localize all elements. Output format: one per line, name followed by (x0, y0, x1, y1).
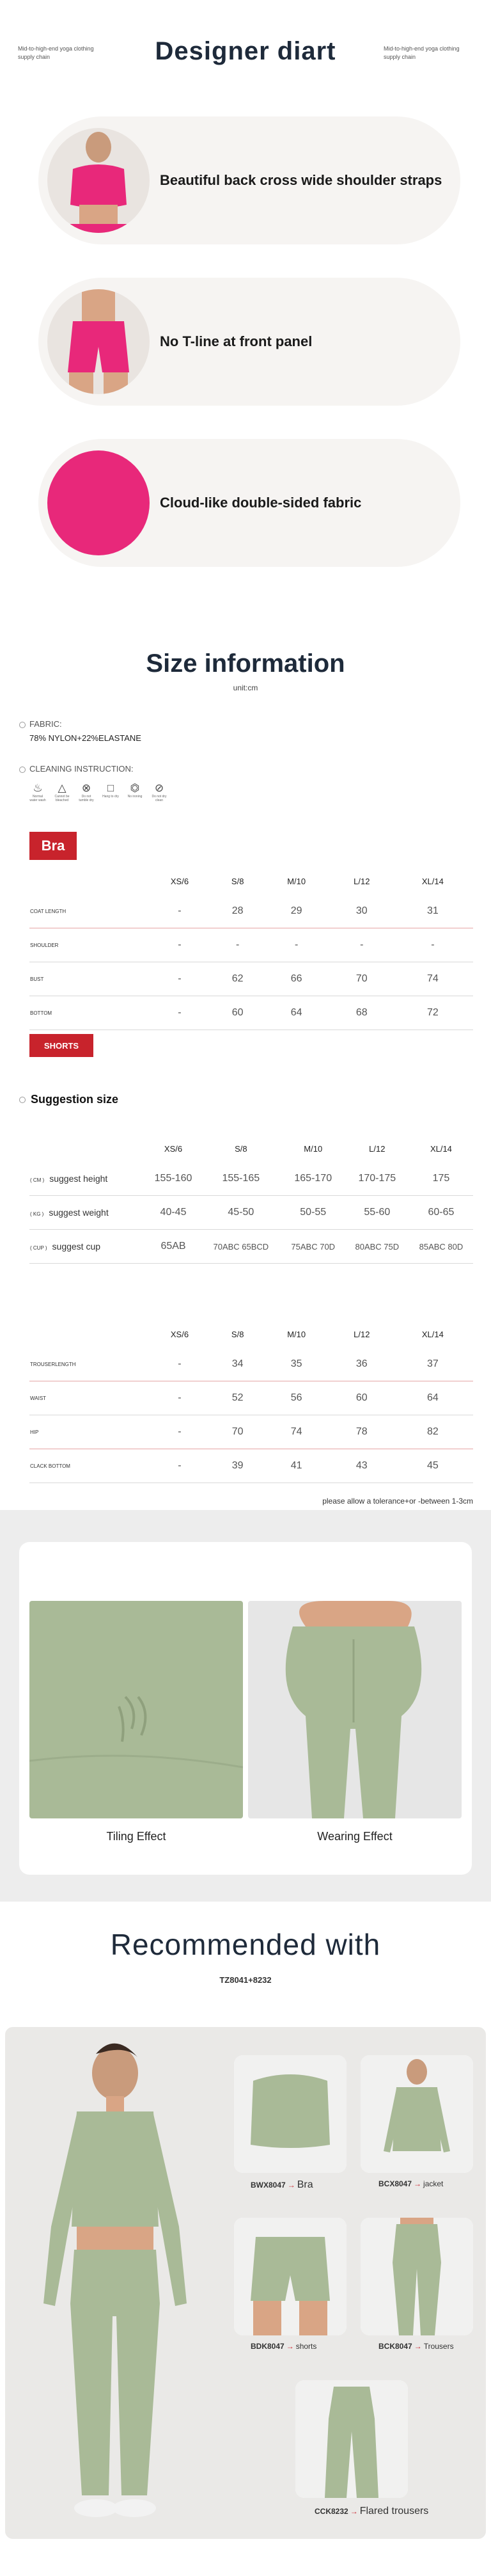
arrow-right-icon: → (287, 2181, 295, 2190)
table-row: COAT LENGTH - 28 29 30 31 (29, 894, 473, 928)
shorts-photo (47, 289, 150, 394)
recommended-code: TZ8041+8232 (219, 1975, 272, 1985)
suggestion-size-title: Suggestion size (19, 1093, 118, 1106)
fabric-swatch (47, 450, 150, 555)
col-m: M/10 (287, 876, 306, 886)
no-bleach-icon: △ Cannot be bleached (54, 782, 70, 802)
pants-size-table (29, 1321, 473, 1483)
trousers-product-label: BCK8047 → Trousers (378, 2342, 454, 2351)
suggestion-size-table (29, 1135, 473, 1264)
flared-trousers-product-label: CCK8232 → Flared trousers (315, 2506, 429, 2516)
shorts-product-label: BDK8047 → shorts (251, 2342, 317, 2351)
fabric-label: FABRIC: (19, 719, 62, 729)
tolerance-note: please allow a tolerance+or -between 1-3cm (322, 1497, 473, 1506)
jacket-product-label: BCX8047 → jacket (378, 2179, 444, 2188)
col-xs: XS/6 (170, 876, 189, 886)
shorts-tag: SHORTS (29, 1034, 93, 1057)
table-row: BOTTOM - 60 64 68 72 (29, 996, 473, 1030)
arrow-right-icon: → (414, 2342, 422, 2351)
bra-photo (47, 128, 150, 233)
feature-card-straps (38, 116, 460, 244)
table-row: CLACK BOTTOM - 39 41 43 45 (29, 1449, 473, 1483)
size-info-title: Size information (146, 649, 345, 678)
recommended-title: Recommended with (110, 1928, 381, 1961)
table-row: HIP - 70 74 78 82 (29, 1415, 473, 1449)
no-dry-clean-icon: ⊘ Do not dry clean (152, 782, 167, 802)
bra-size-table (29, 868, 473, 1030)
feature-text-front-panel: No T-line at front panel (160, 333, 313, 349)
table-row: ( CM ) suggest height 155-160 155-165 165-170 170-175 175 (29, 1162, 473, 1196)
wearing-effect-caption: Wearing Effect (317, 1830, 393, 1843)
shorts-product-tile[interactable] (234, 2218, 347, 2335)
table-row: BUST - 62 66 70 74 (29, 962, 473, 996)
col-s: S/8 (231, 876, 244, 886)
table-header-row (29, 868, 473, 894)
table-row: ( CUP ) suggest cup 65AB 70ABC 65BCD 75ABC 70D 80ABC 75D 85ABC 80D (29, 1230, 473, 1264)
header-left-tagline: Mid-to-high-end yoga clothing supply chain (18, 45, 94, 60)
arrow-right-icon: → (286, 2342, 294, 2351)
feature-card-front-panel (38, 278, 460, 406)
header-right-tagline: Mid-to-high-end yoga clothing supply chain (384, 45, 460, 60)
table-row: ( KG ) suggest weight 40-45 45-50 50-55 55-60 60-65 (29, 1196, 473, 1230)
feature-text-fabric: Cloud-like double-sided fabric (160, 495, 362, 511)
tiling-effect-caption: Tiling Effect (106, 1830, 166, 1843)
flared-trousers-product-tile[interactable] (295, 2380, 408, 2498)
no-iron-icon: ⏣ No ironing (127, 782, 143, 799)
table-header-row: XS/6 S/8 M/10 L/12 XL/14 (170, 1329, 444, 1339)
bra-product-label: BWX8047 → Bra (251, 2179, 313, 2190)
hand-wash-icon: ♨ Normal water wash (29, 782, 46, 802)
table-row: WAIST - 52 56 60 64 (29, 1381, 473, 1415)
care-icons (29, 782, 168, 802)
brand-title: Designer diart (155, 37, 336, 65)
arrow-right-icon: → (414, 2179, 422, 2188)
cleaning-label: CLEANING INSTRUCTION: (19, 764, 134, 774)
table-header-row: XS/6 S/8 M/10 L/12 XL/14 (164, 1143, 452, 1154)
feature-text-straps: Beautiful back cross wide shoulder straps (160, 172, 442, 188)
col-l: L/12 (354, 876, 370, 886)
table-row: TROUSERLENGTH - 34 35 36 37 (29, 1348, 473, 1381)
col-xl: XL/14 (421, 876, 444, 886)
feature-card-fabric (38, 439, 460, 567)
wearing-effect-photo (248, 1601, 462, 1818)
bra-product-tile[interactable] (234, 2055, 347, 2173)
tiling-effect-photo (29, 1601, 243, 1818)
model-full-outfit-photo (13, 2035, 224, 2534)
table-row: SHOULDER - - - - - (29, 928, 473, 962)
hang-dry-icon: □ Hang to dry (102, 782, 119, 799)
no-tumble-dry-icon: ⊗ Do not tumble dry (79, 782, 94, 802)
jacket-product-tile[interactable] (361, 2055, 473, 2173)
trousers-product-tile[interactable] (361, 2218, 473, 2335)
unit-label: unit:cm (233, 683, 258, 692)
bra-tag: Bra (29, 832, 77, 860)
arrow-right-icon: → (350, 2507, 358, 2516)
fabric-value: 78% NYLON+22%ELASTANE (29, 733, 141, 743)
